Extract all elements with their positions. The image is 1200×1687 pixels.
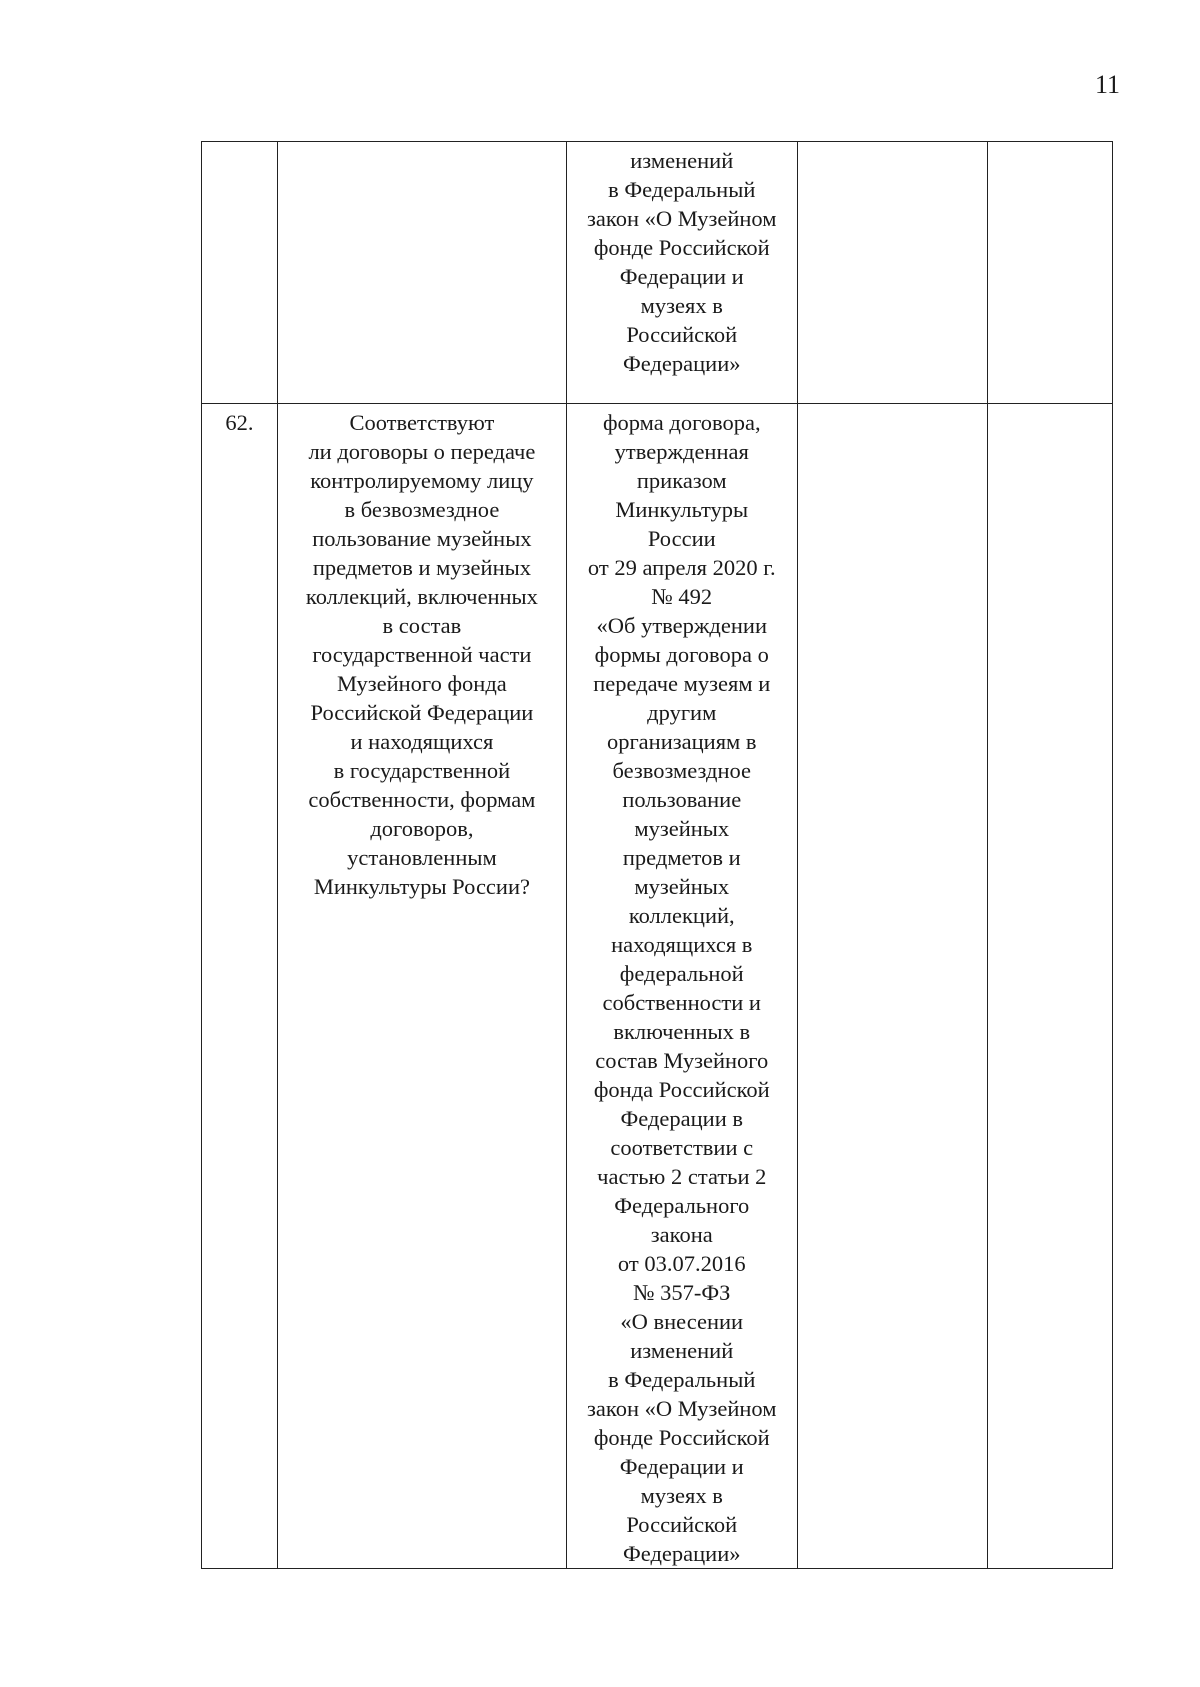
requisites-line: закон «О Музейном [587,206,777,231]
question-line: и находящихся [350,729,494,754]
cell-answer [797,404,987,1569]
question-line: в государственной [333,758,511,783]
requisites-line: фонде Российской [593,235,770,260]
question-line: предметов и музейных [312,555,531,580]
requisites-line: соответствии с [610,1135,754,1160]
requisites-line: утвержденная [614,439,749,464]
requisites-line: формы договора о [594,642,769,667]
requisites-line: музеях в [640,293,723,318]
question-line: государственной части [312,642,532,667]
requisites-line: частью 2 статьи 2 [597,1164,767,1189]
question-line: пользование музейных [312,526,532,551]
requisites-line: закона [650,1222,713,1247]
requisites-line: собственности и [602,990,761,1015]
requisites-line: музейных [634,874,730,899]
requisites-line: музеях в [640,1483,723,1508]
requisites-line: предметов и [622,845,741,870]
checklist-table [201,141,1113,1569]
page-number: 11 [1094,70,1120,99]
requisites-line: Федерации и [619,264,744,289]
requisites-line: организациям в [606,729,757,754]
question-line: в безвозмездное [344,497,500,522]
table-row-62 [202,404,1113,1569]
question-line: Музейного фонда [337,671,507,696]
requisites-line: Российской [626,322,738,347]
requisites-line: № 357-ФЗ [633,1280,731,1305]
requisites-line: в Федеральный [608,177,756,202]
requisites-line: коллекций, [628,903,735,928]
requisites-line: Федерального [614,1193,750,1218]
cell-note [987,404,1112,1569]
question-line: собственности, формам [308,787,536,812]
requisites-line: форма договора, [602,410,761,435]
question-line: установленным [347,845,497,870]
requisites-line: России [647,526,716,551]
question-line: Соответствуют [349,410,495,435]
question-line: Минкультуры России? [313,874,530,899]
question-line: контролируемому лицу [310,468,534,493]
question-line: договоров, [370,816,474,841]
requisites-line: «Об утверждении [596,613,767,638]
requisites-line: Российской [626,1512,738,1537]
requisites-line: в Федеральный [608,1367,756,1392]
requisites-line: Минкультуры [615,497,749,522]
requisites-line: безвозмездное [612,758,752,783]
requisites-line: находящихся в [611,932,753,957]
question-line: Российской Федерации [310,700,534,725]
cell-question [277,404,566,1569]
question-line: в состав [382,613,462,638]
requisites-line: музейных [634,816,730,841]
requisites-line: Федерации в [620,1106,744,1131]
requisites-line: федеральной [619,961,744,986]
requisites-line: пользование [622,787,742,812]
requisites-line: Федерации» [623,351,741,376]
requisites-line: «О внесении [620,1309,744,1334]
cell-requisites [567,404,798,1569]
cell-note [987,142,1112,404]
cell-number: 62. [202,404,278,1569]
requisites-line: изменений [630,148,734,173]
requisites-line: от 03.07.2016 [617,1251,746,1276]
requisites-line: фонде Российской [593,1425,770,1450]
table-row-continued [202,142,1113,404]
requisites-line: Федерации и [619,1454,744,1479]
cell-number [202,142,278,404]
requisites-line: закон «О Музейном [587,1396,777,1421]
requisites-line: включенных в [613,1019,751,1044]
requisites-line: другим [647,700,717,725]
cell-requisites [567,142,798,404]
requisites-line: передаче музеям и [593,671,771,696]
requisites-line: Федерации» [623,1541,741,1566]
requisites-line: № 492 [651,584,713,609]
question-line: ли договоры о передаче [308,439,536,464]
requisites-line: фонда Российской [593,1077,770,1102]
requisites-line: изменений [630,1338,734,1363]
cell-answer [797,142,987,404]
cell-question [277,142,566,404]
requisites-line: от 29 апреля 2020 г. [587,555,776,580]
question-line: коллекций, включенных [305,584,538,609]
requisites-line: приказом [636,468,727,493]
requisites-line: состав Музейного [595,1048,769,1073]
